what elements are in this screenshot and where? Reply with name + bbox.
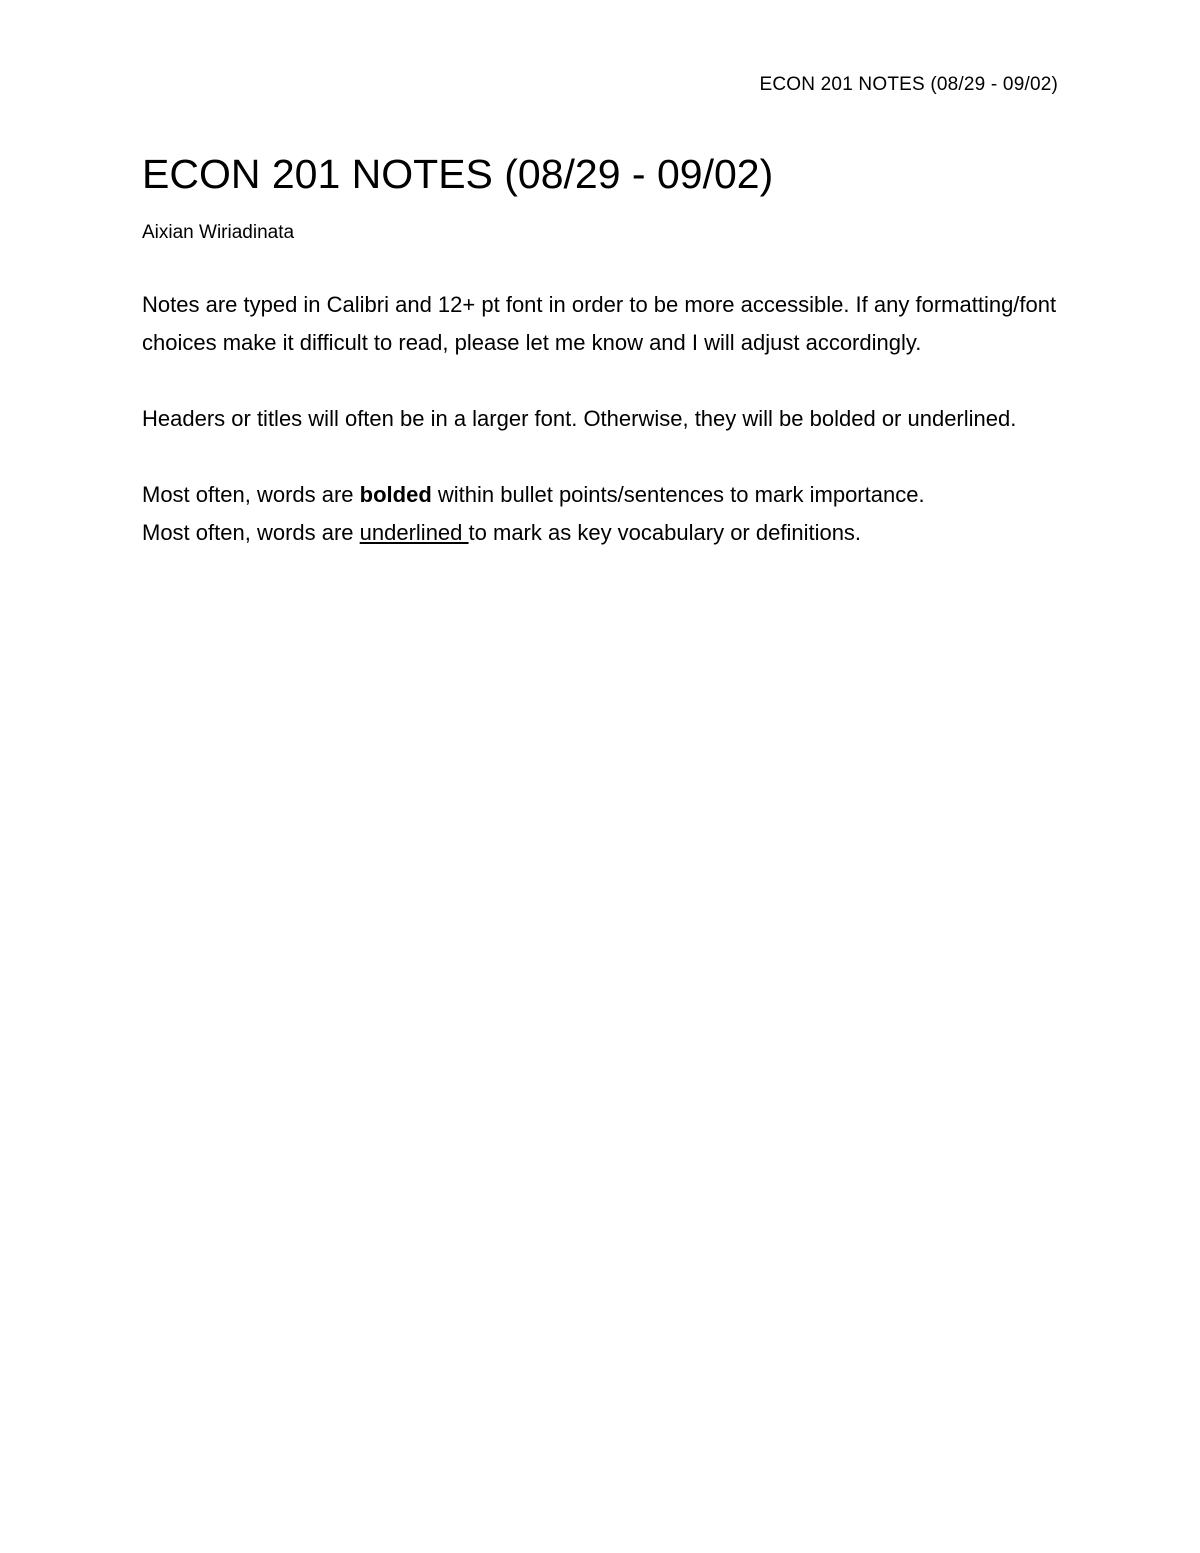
author-name: Aixian Wiriadinata [142, 222, 295, 244]
bold-usage-text-before: Most often, words are [142, 481, 360, 507]
underline-usage-text-before: Most often, words are [142, 519, 360, 545]
underlined-example-word: underlined [359, 519, 469, 545]
bold-usage-paragraph [142, 476, 1082, 514]
bold-usage-text-after: within bullet points/sentences to mark importance. [431, 481, 925, 507]
document-title: ECON 201 NOTES (08/29 - 09/02) [142, 151, 774, 197]
underline-usage-text-after: to mark as key vocabulary or definitions. [468, 519, 862, 545]
accessibility-paragraph: Notes are typed in Calibri and 12+ pt font in order to be more accessible. If any formatting/font choices make it difficult to read, please let me know and I will adjust accordingly. [142, 291, 1057, 355]
running-header: ECON 201 NOTES (08/29 - 09/02) [759, 74, 1058, 95]
document-body [142, 150, 1082, 552]
headers-paragraph: Headers or titles will often be in a larger font. Otherwise, they will be bolded or underlined. [142, 405, 1017, 431]
bolded-example-word: bolded [359, 481, 432, 507]
underline-usage-paragraph [142, 514, 1082, 552]
